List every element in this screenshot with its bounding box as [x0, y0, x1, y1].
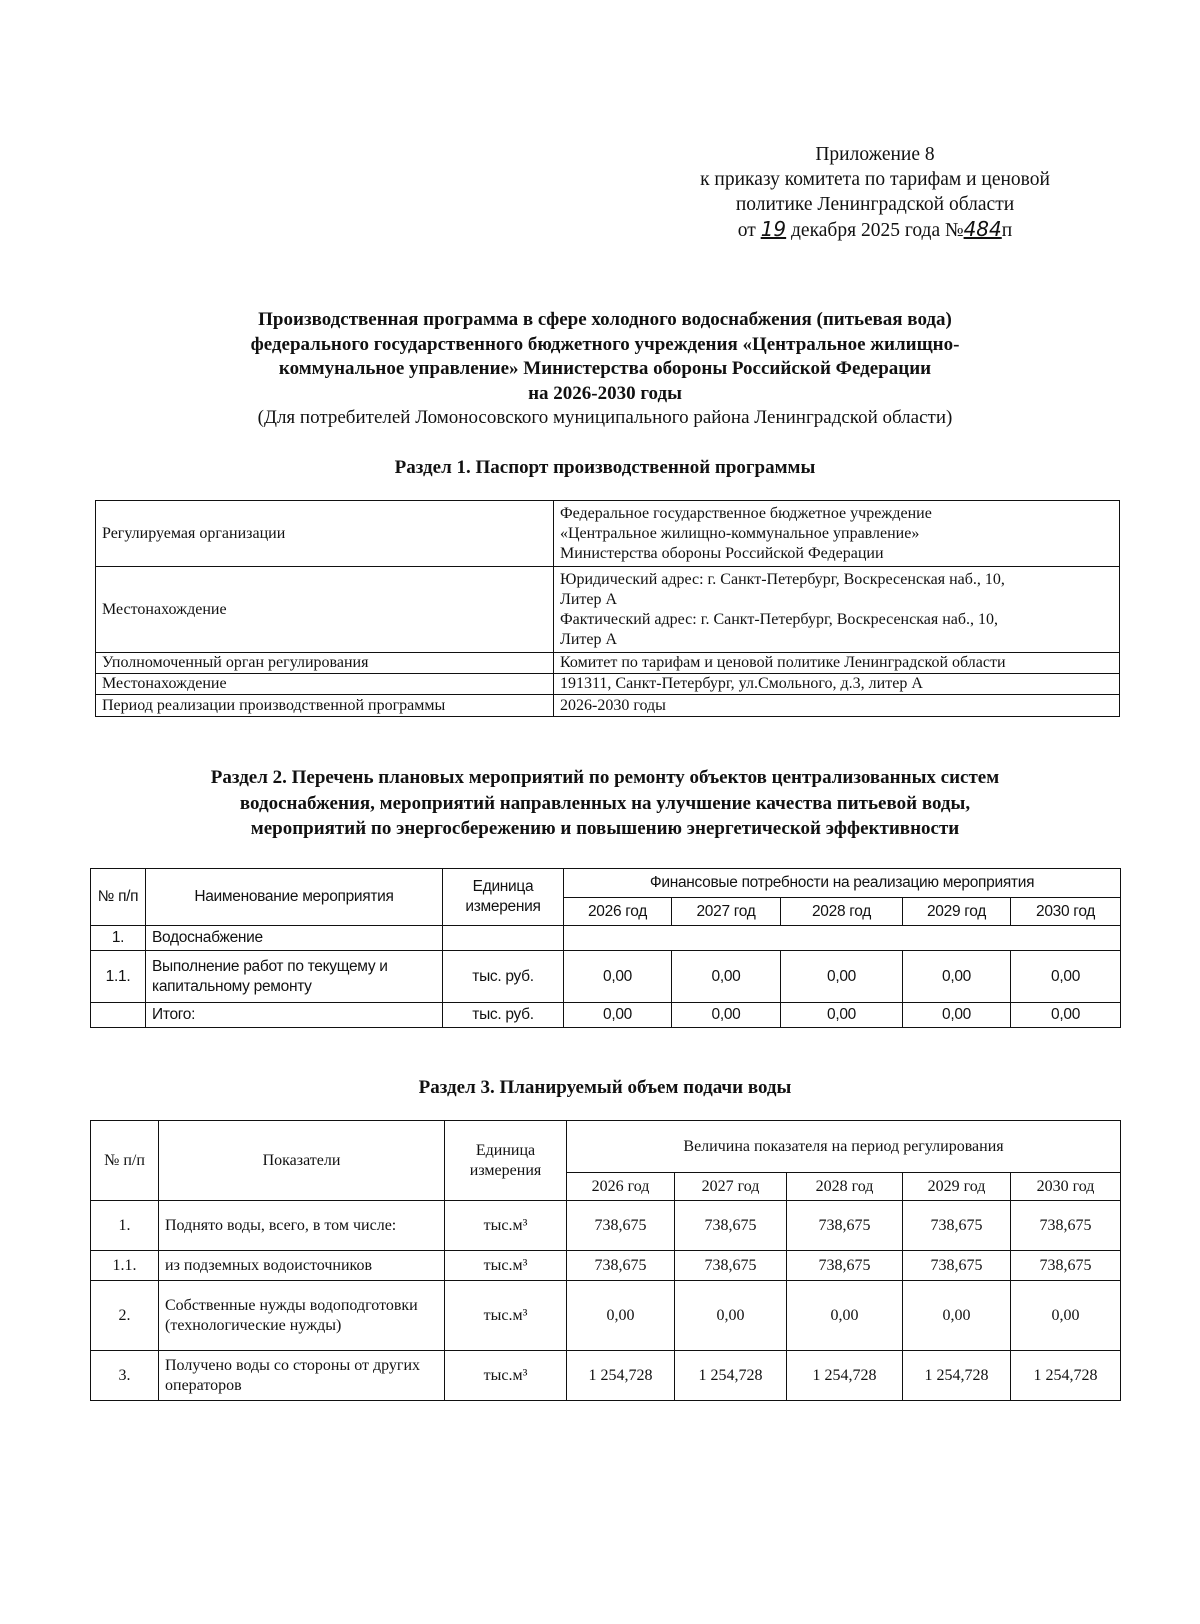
table-cell: Выполнение работ по текущему и капитальному ремонту — [146, 951, 443, 1003]
row-value — [554, 501, 1120, 567]
heading-line: мероприятий по энергосбережению и повышению энергетической эффективности — [250, 818, 960, 839]
table-cell: тыс. руб. — [443, 1003, 564, 1028]
table-cell: 2030 год — [1011, 898, 1121, 926]
table-cell: 1.1. — [91, 951, 146, 1003]
table-row — [96, 653, 1120, 674]
order-reference-cont: политике Ленинградской области — [735, 194, 1015, 215]
value-line: Министерства обороны Российской Федерации — [560, 544, 884, 562]
table-cell: 2027 год — [675, 1173, 787, 1201]
table-cell: Финансовые потребности на реализацию мероприятия — [564, 869, 1121, 898]
document-title — [60, 308, 1150, 431]
table-cell: 0,00 — [1011, 1003, 1121, 1028]
table-header-row — [91, 869, 1121, 898]
title-line: коммунальное управление» Министерства обороны Российской Федерации — [278, 358, 932, 379]
table-cell: 0,00 — [1011, 1281, 1121, 1351]
section2-heading — [60, 765, 1150, 842]
table-cell: Получено воды со стороны от других операторов — [159, 1351, 445, 1401]
table-row — [91, 1281, 1121, 1351]
table-cell: тыс.м³ — [445, 1201, 567, 1251]
table-cell — [91, 1003, 146, 1028]
table-cell: 1 254,728 — [787, 1351, 903, 1401]
table-row — [91, 1251, 1121, 1281]
table-cell: 738,675 — [1011, 1251, 1121, 1281]
row-label: Уполномоченный орган регулирования — [96, 653, 554, 674]
table-cell: Единица измерения — [445, 1121, 567, 1201]
table-cell: № п/п — [91, 869, 146, 926]
value-line: Литер А — [560, 590, 618, 608]
table-cell: 1 254,728 — [903, 1351, 1011, 1401]
value-line: Литер А — [560, 630, 618, 648]
table-cell: Водоснабжение — [146, 926, 443, 951]
passport-table — [95, 500, 1120, 717]
water-volume-table — [90, 1120, 1121, 1401]
table-cell: 738,675 — [903, 1251, 1011, 1281]
table-cell: тыс.м³ — [445, 1281, 567, 1351]
table-cell: 0,00 — [903, 1003, 1011, 1028]
title-line: на 2026-2030 годы — [528, 382, 682, 404]
table-cell: 2. — [91, 1281, 159, 1351]
table-row — [96, 567, 1120, 653]
table-cell: 738,675 — [903, 1201, 1011, 1251]
order-date-line: от 19 декабря 2025 года №484п — [737, 217, 1013, 241]
table-cell: 1.1. — [91, 1251, 159, 1281]
table-cell: Итого: — [146, 1003, 443, 1028]
table-cell: 738,675 — [1011, 1201, 1121, 1251]
table-cell: 738,675 — [675, 1201, 787, 1251]
table-cell: 738,675 — [567, 1201, 675, 1251]
table-cell: 0,00 — [564, 1003, 672, 1028]
heading-line: водоснабжения, мероприятий направленных на улучшение качества питьевой воды, — [239, 792, 971, 814]
table-cell: 0,00 — [787, 1281, 903, 1351]
table-cell: 1 254,728 — [567, 1351, 675, 1401]
title-line: федерального государственного бюджетного учреждения «Центральное жилищно- — [250, 333, 960, 355]
table-row — [91, 1201, 1121, 1251]
table-cell: Наименование мероприятия — [146, 869, 443, 926]
row-value — [554, 674, 1120, 695]
table-cell: 3. — [91, 1351, 159, 1401]
table-cell: 0,00 — [675, 1281, 787, 1351]
title-subtitle: (Для потребителей Ломоносовского муниципального района Ленинградской области) — [257, 407, 953, 428]
table-row — [96, 674, 1120, 695]
table-cell: Величина показателя на период регулирования — [567, 1121, 1121, 1173]
table-row — [96, 695, 1120, 717]
table-cell: 738,675 — [675, 1251, 787, 1281]
table-cell: 0,00 — [781, 951, 903, 1003]
table-header-row — [91, 1121, 1121, 1173]
table-cell — [443, 926, 564, 951]
table-cell: 0,00 — [781, 1003, 903, 1028]
order-reference: к приказу комитета по тарифам и ценовой — [700, 169, 1050, 190]
value-line: Федеральное государственное бюджетное учреждение — [560, 504, 932, 522]
table-row — [91, 1351, 1121, 1401]
table-cell: 0,00 — [903, 951, 1011, 1003]
table-cell: 0,00 — [672, 951, 781, 1003]
table-cell: тыс.м³ — [445, 1251, 567, 1281]
table-cell: тыс. руб. — [443, 951, 564, 1003]
value-line: Юридический адрес: г. Санкт-Петербург, Воскресенская наб., 10, — [560, 570, 1005, 588]
title-line: Производственная программа в сфере холодного водоснабжения (питьевая вода) — [258, 309, 952, 330]
table-cell: Собственные нужды водоподготовки (технологические нужды) — [159, 1281, 445, 1351]
table-cell: 0,00 — [672, 1003, 781, 1028]
table-cell: Поднято воды, всего, в том числе: — [159, 1201, 445, 1251]
table-cell: 1. — [91, 926, 146, 951]
table-row — [96, 501, 1120, 567]
section3-heading: Раздел 3. Планируемый объем подачи воды — [418, 1077, 792, 1098]
row-value — [554, 567, 1120, 653]
appendix-number: Приложение 8 — [815, 144, 935, 165]
heading-line: Раздел 2. Перечень плановых мероприятий по ремонту объектов централизованных систем — [210, 767, 1000, 788]
table-cell: 2027 год — [672, 898, 781, 926]
table-cell: 2028 год — [787, 1173, 903, 1201]
section1-heading: Раздел 1. Паспорт производственной программы — [394, 457, 816, 478]
table-cell — [564, 926, 1121, 951]
appendix-header — [640, 142, 1110, 243]
table-cell: 2029 год — [903, 1173, 1011, 1201]
row-value — [554, 653, 1120, 674]
table-cell: 2028 год — [781, 898, 903, 926]
row-value — [554, 695, 1120, 717]
table-cell: Показатели — [159, 1121, 445, 1201]
activities-table — [90, 868, 1121, 1028]
table-row — [91, 951, 1121, 1003]
table-row — [91, 1003, 1121, 1028]
table-cell: № п/п — [91, 1121, 159, 1201]
table-cell: тыс.м³ — [445, 1351, 567, 1401]
row-label: Местонахождение — [96, 674, 554, 695]
row-label: Регулируемая организации — [96, 501, 554, 567]
table-cell: Единица измерения — [443, 869, 564, 926]
row-label: Период реализации производственной программы — [96, 695, 554, 717]
handwritten-number: 484 — [963, 217, 1002, 241]
handwritten-day: 19 — [760, 217, 787, 241]
table-cell: из подземных водоисточников — [159, 1251, 445, 1281]
table-cell: 738,675 — [787, 1201, 903, 1251]
table-cell: 0,00 — [1011, 951, 1121, 1003]
table-cell: 738,675 — [787, 1251, 903, 1281]
table-row — [91, 926, 1121, 951]
table-cell: 1. — [91, 1201, 159, 1251]
table-cell: 738,675 — [567, 1251, 675, 1281]
table-cell: 2026 год — [567, 1173, 675, 1201]
table-cell: 0,00 — [903, 1281, 1011, 1351]
row-label: Местонахождение — [96, 567, 554, 653]
table-cell: 0,00 — [564, 951, 672, 1003]
value-line: Комитет по тарифам и ценовой политике Ленинградской области — [560, 654, 1006, 671]
table-cell: 2026 год — [564, 898, 672, 926]
table-cell: 2029 год — [903, 898, 1011, 926]
value-line: Фактический адрес: г. Санкт-Петербург, Воскресенская наб., 10, — [560, 610, 999, 628]
table-cell: 1 254,728 — [1011, 1351, 1121, 1401]
value-line: 2026-2030 годы — [560, 696, 666, 714]
value-line: «Центральное жилищно-коммунальное управление» — [560, 524, 920, 542]
value-line: 191311, Санкт-Петербург, ул.Смольного, д.3, литер А — [560, 675, 923, 692]
table-cell: 2030 год — [1011, 1173, 1121, 1201]
table-cell: 0,00 — [567, 1281, 675, 1351]
table-cell: 1 254,728 — [675, 1351, 787, 1401]
